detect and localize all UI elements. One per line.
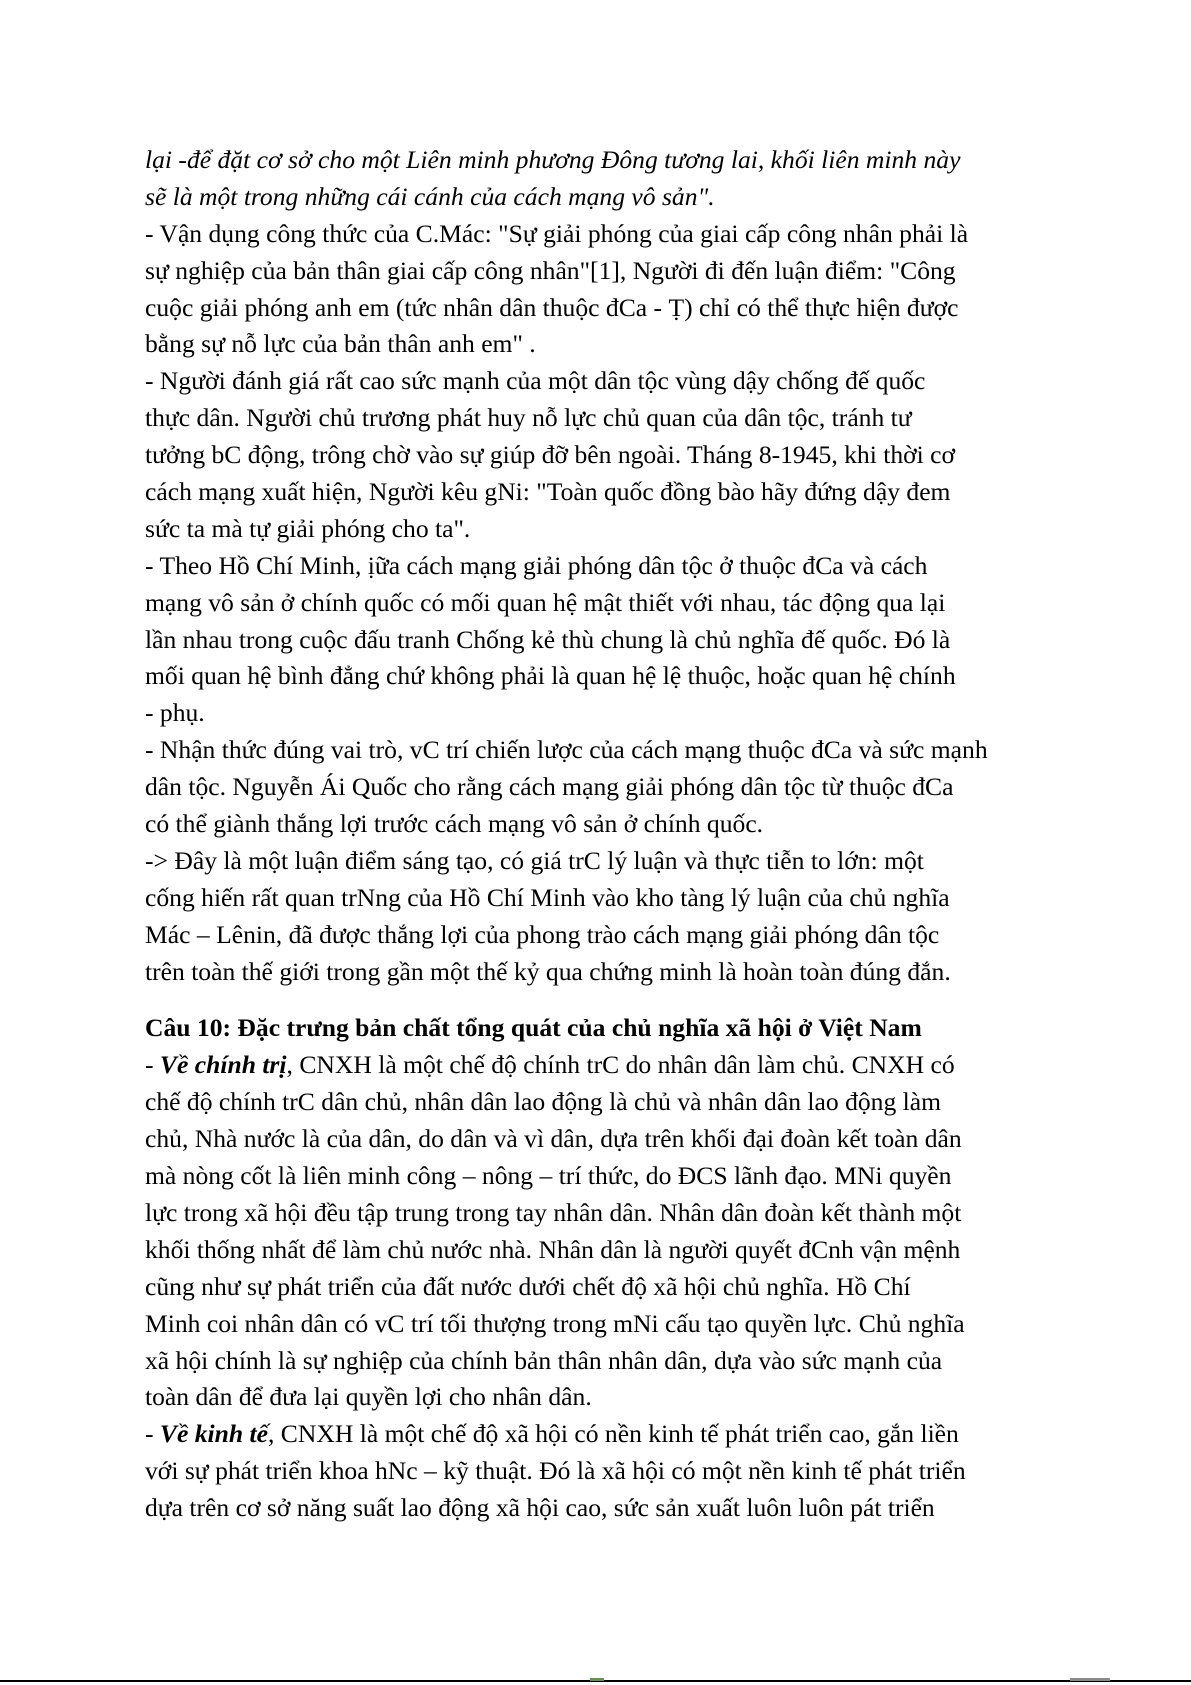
text-line: cách mạng xuất hiện, Người kêu gNi: "Toàn quốc đồng bào hãy đứng dậy đem bbox=[145, 477, 951, 507]
text-line: mối quan hệ bình đẳng chứ không phải là quan hệ lệ thuộc, hoặc quan hệ chính bbox=[145, 661, 956, 691]
economy-label: Về kinh tế bbox=[159, 1419, 268, 1449]
bullet-prefix: - bbox=[145, 1419, 160, 1449]
text-line: có thể giành thắng lợi trước cách mạng vô sản ở chính quốc. bbox=[145, 809, 764, 839]
text-line: cũng như sự phát triển của đất nước dưới chết độ xã hội chủ nghĩa. Hồ Chí bbox=[145, 1271, 911, 1301]
text-line: mạng vô sản ở chính quốc có mối quan hệ mật thiết với nhau, tác động qua lại bbox=[145, 587, 946, 617]
text-line: sức ta mà tự giải phóng cho ta". bbox=[145, 513, 471, 543]
text-line: chế độ chính trC dân chủ, nhân dân lao động là chủ và nhân dân lao động làm bbox=[145, 1087, 942, 1117]
text-line: với sự phát triển khoa hNc – kỹ thuật. Đó là xã hội có một nền kinh tế phát triển bbox=[145, 1456, 966, 1486]
text-line: sự nghiệp của bản thân giai cấp công nhân"[1], Người đi đến luận điểm: "Công bbox=[145, 255, 956, 285]
text-line: xã hội chính là sự nghiệp của chính bản thân nhân dân, dựa vào sức mạnh của bbox=[145, 1345, 943, 1375]
text-line: chủ, Nhà nước là của dân, do dân và vì dân, dựa trên khối đại đoàn kết toàn dân bbox=[145, 1124, 962, 1154]
text-line: - Theo Hồ Chí Minh, ịữa cách mạng giải phóng dân tộc ở thuộc đCa và cách bbox=[145, 550, 928, 580]
text-line: thực dân. Người chủ trương phát huy nỗ lực chủ quan của dân tộc, tránh tư bbox=[145, 403, 912, 433]
text-line: toàn dân để đưa lại quyền lợi cho nhân dân. bbox=[145, 1382, 592, 1412]
politics-section bbox=[145, 1047, 1085, 1416]
text-line: cống hiến rất quan trNng của Hồ Chí Minh vào kho tàng lý luận của chủ nghĩa bbox=[145, 882, 950, 912]
text-line: lại -để đặt cơ sở cho một Liên minh phương Đông tương lai, khối liên minh này bbox=[145, 145, 961, 174]
text-line: - Nhận thức đúng vai trò, vC trí chiến lược của cách mạng thuộc đCa và sức mạnh bbox=[145, 735, 988, 765]
text-line: Minh coi nhân dân có vC trí tối thượng trong mNi cấu tạo quyền lực. Chủ nghĩa bbox=[145, 1308, 965, 1338]
economy-section bbox=[145, 1416, 1085, 1527]
text-line: cuộc giải phóng anh em (tức nhân dân thuộc đCa - Ṭ) chỉ có thể thực hiện được bbox=[145, 292, 959, 322]
text-line: sẽ là một trong những cái cánh của cách mạng vô sản". bbox=[145, 181, 715, 211]
line-text: , CNXH là một chế độ chính trC do nhân dân làm chủ. CNXH có bbox=[286, 1050, 955, 1080]
text-line: - phụ. bbox=[145, 698, 205, 728]
intro-quote bbox=[145, 142, 1085, 216]
text-line: khối thống nhất để làm chủ nước nhà. Nhân dân là người quyết đCnh vận mệnh bbox=[145, 1234, 961, 1264]
text-line: tưởng bC động, trông chờ vào sự giúp đỡ bên ngoài. Tháng 8-1945, khi thời cơ bbox=[145, 440, 956, 470]
text-line bbox=[145, 1416, 1085, 1453]
politics-label: Về chính trị bbox=[159, 1050, 287, 1080]
text-line: mà nòng cốt là liên minh công – nông – trí thức, do ĐCS lãnh đạo. MNi quyền bbox=[145, 1161, 952, 1191]
text-line: Mác – Lênin, đã được thắng lợi của phong trào cách mạng giải phóng dân tộc bbox=[145, 919, 940, 949]
text-line: dân tộc. Nguyễn Ái Quốc cho rằng cách mạng giải phóng dân tộc từ thuộc đCa bbox=[145, 772, 954, 802]
text-line bbox=[145, 1047, 1085, 1084]
text-line: lần nhau trong cuộc đấu tranh Chống kẻ thù chung là chủ nghĩa đế quốc. Đó là bbox=[145, 624, 951, 654]
text-line: - Vận dụng công thức của C.Mác: "Sự giải phóng của giai cấp công nhân phải là bbox=[145, 218, 969, 248]
section-heading: Câu 10: Đặc trưng bản chất tổng quát của chủ nghĩa xã hội ở Việt Nam bbox=[145, 1013, 922, 1043]
text-line: -> Đây là một luận điểm sáng tạo, có giá trC lý luận và thực tiễn to lớn: một bbox=[145, 845, 924, 875]
body-paragraphs bbox=[145, 216, 1085, 991]
bullet-prefix: - bbox=[145, 1050, 160, 1080]
paragraph-spacer bbox=[145, 990, 1085, 1010]
line-text: , CNXH là một chế độ xã hội có nền kinh tế phát triển cao, gắn liền bbox=[268, 1419, 959, 1449]
rule-marker bbox=[1070, 1678, 1110, 1681]
text-line: lực trong xã hội đều tập trung trong tay nhân dân. Nhân dân đoàn kết thành một bbox=[145, 1197, 962, 1227]
text-line: dựa trên cơ sở năng suất lao động xã hội cao, sức sản xuất luôn luôn pát triển bbox=[145, 1493, 935, 1523]
text-line: bằng sự nỗ lực của bản thân anh em" . bbox=[145, 329, 536, 359]
document-page bbox=[145, 142, 1085, 1527]
text-line: trên toàn thế giới trong gần một thế kỷ qua chứng minh là hoàn toàn đúng đắn. bbox=[145, 956, 951, 986]
rule-marker bbox=[590, 1678, 604, 1681]
text-line: - Người đánh giá rất cao sức mạnh của một dân tộc vùng dậy chống đế quốc bbox=[145, 366, 926, 396]
